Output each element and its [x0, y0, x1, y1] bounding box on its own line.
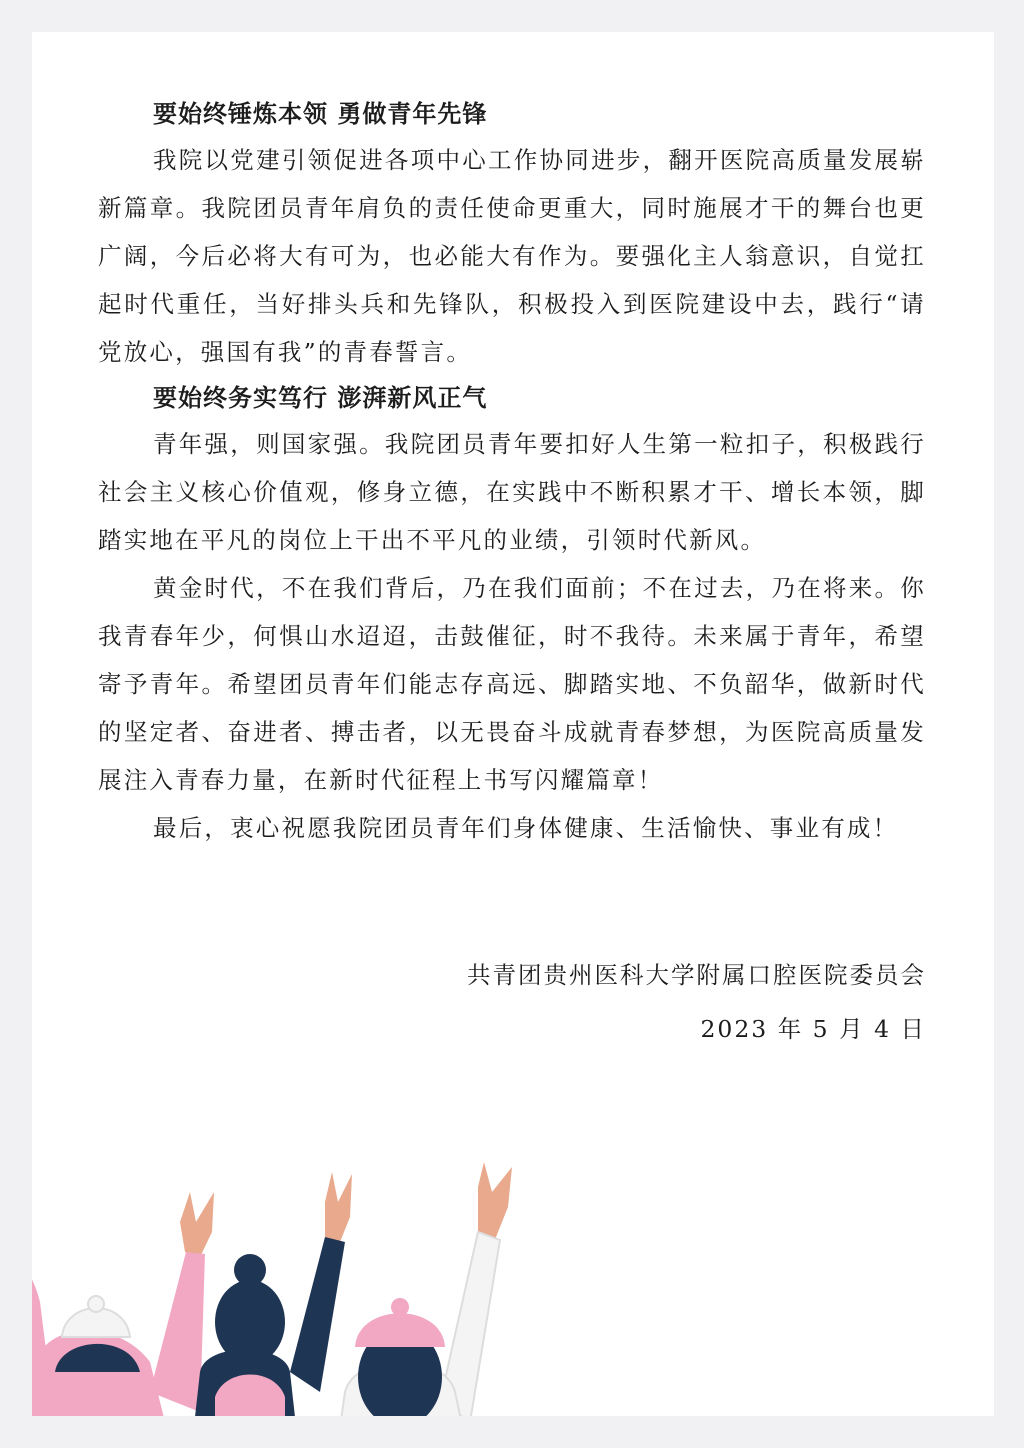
- figure-white-beanie: [32, 1192, 214, 1416]
- signature-organization: 共青团贵州医科大学附属口腔医院委员会: [467, 961, 926, 989]
- wishes-paragraph: 最后，衷心祝愿我院团员青年们身体健康、生活愉快、事业有成！: [153, 814, 899, 842]
- signature-date: 2023 年 5 月 4 日: [700, 1015, 926, 1043]
- letter-sheet: [32, 32, 994, 1416]
- letter-body: [98, 92, 926, 852]
- section-1-paragraph: 我院以党建引领促进各项中心工作协同进步，翻开医院高质量发展崭新篇章。我院团员青年肩负的责任使命更重大，同时施展才干的舞台也更广阔，今后必将大有可为，也必能大有作为。要强化主人翁意识，自觉扛起时代重任，当好排头兵和先锋队，积极投入到医院建设中去，践行“请党放心，强国有我”的青春誓言。: [98, 146, 926, 366]
- closing-paragraph: 黄金时代，不在我们背后，乃在我们面前；不在过去，乃在将来。你我青春年少，何惧山水迢迢，击鼓催征，时不我待。未来属于青年，希望寄予青年。希望团员青年们能志存高远、脚踏实地、不负韶华，做新时代的坚定者、奋进者、搏击者，以无畏奋斗成就青春梦想，为医院高质量发展注入青春力量，在新时代征程上书写闪耀篇章！: [98, 574, 926, 794]
- section-2-paragraph: 青年强，则国家强。我院团员青年要扣好人生第一粒扣子，积极践行社会主义核心价值观，修身立德，在实践中不断积累才干、增长本领，脚踏实地在平凡的岗位上干出不平凡的业绩，引领时代新风。: [98, 430, 926, 554]
- cheering-youth-illustration-icon: [32, 1162, 600, 1416]
- figure-navy-bun: [190, 1172, 352, 1416]
- figure-pink-beanie: [335, 1162, 512, 1416]
- section-2-heading: 要始终务实笃行 澎湃新风正气: [153, 384, 488, 412]
- section-1-heading: 要始终锤炼本领 勇做青年先锋: [153, 100, 488, 128]
